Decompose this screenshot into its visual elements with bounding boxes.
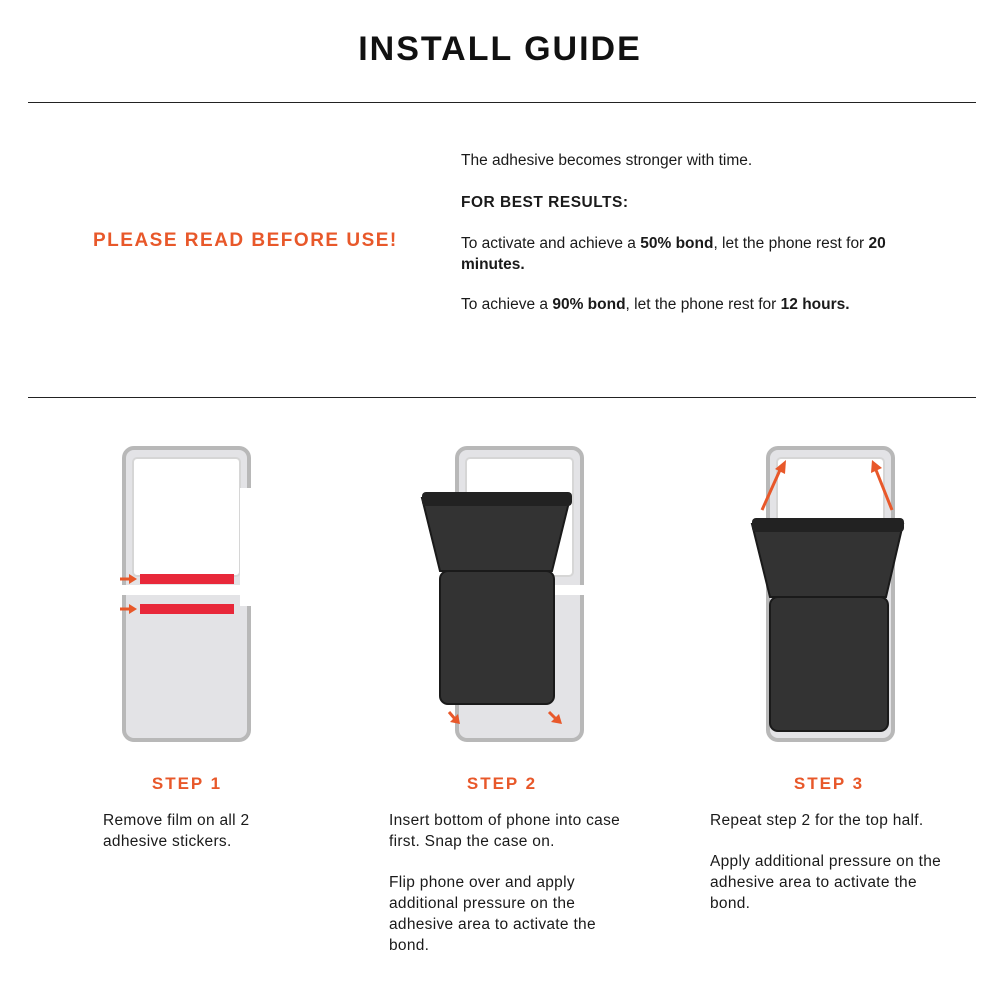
step2-paragraph: Flip phone over and apply additional pressure on the adhesive area to activate the bond. — [389, 874, 596, 954]
bond90-time: 12 hours. — [780, 296, 850, 313]
info-best-results: FOR BEST RESULTS: — [461, 194, 629, 211]
step1-title: STEP 1 — [151, 774, 223, 793]
step1-illustration — [100, 440, 280, 750]
adhesive-sticker — [140, 604, 234, 614]
step3-paragraph: Apply additional pressure on the adhesive area to activate the bond. — [710, 853, 942, 912]
step2-title: STEP 2 — [466, 774, 538, 793]
bond50-time: 20 minutes. — [461, 235, 886, 273]
step3-text — [710, 810, 960, 934]
top-divider — [28, 102, 976, 103]
step2-text — [389, 810, 624, 976]
step2-paragraph: Insert bottom of phone into case first. Snap the case on. — [389, 812, 621, 850]
bond90-percent: 90% bond — [552, 296, 626, 313]
notice-heading: PLEASE READ BEFORE USE! — [93, 230, 398, 251]
bond50-mid: , let the phone rest for — [713, 235, 869, 252]
step1-text — [103, 810, 288, 872]
adhesive-sticker — [140, 574, 234, 584]
info-bond-90 — [461, 294, 850, 315]
case-top-window — [133, 458, 240, 576]
bond90-pre: To achieve a — [461, 296, 553, 313]
info-line-adhesive: The adhesive becomes stronger with time. — [461, 152, 753, 169]
step3-illustration — [740, 440, 920, 750]
bond90-mid: , let the phone rest for — [625, 296, 781, 313]
page-title: INSTALL GUIDE — [358, 30, 642, 68]
middle-divider — [28, 397, 976, 398]
bond50-pre: To activate and achieve a — [461, 235, 641, 252]
step3-title: STEP 3 — [793, 774, 865, 793]
step1-paragraph: Remove film on all 2 adhesive stickers. — [103, 812, 250, 850]
phone-body — [752, 518, 904, 731]
bond50-percent: 50% bond — [640, 235, 714, 252]
step3-paragraph: Repeat step 2 for the top half. — [710, 812, 924, 829]
phone-body — [422, 492, 572, 704]
step2-illustration — [410, 440, 590, 750]
info-bond-50 — [461, 233, 901, 275]
